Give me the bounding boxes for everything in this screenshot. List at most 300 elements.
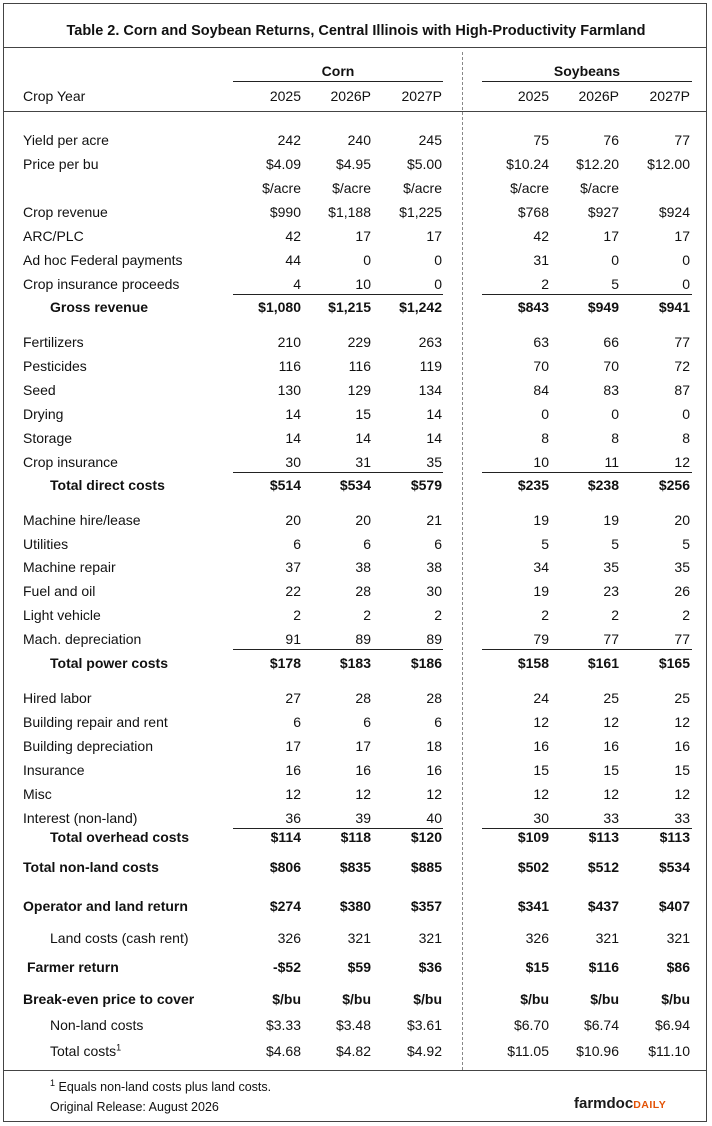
- row-label: Fuel and oil: [23, 583, 96, 599]
- cell-value: $109: [517, 829, 549, 845]
- table-row: [0, 130, 712, 150]
- cell-value: 19: [603, 512, 619, 528]
- header-year: 2026P: [578, 88, 619, 104]
- cell-value: $86: [666, 959, 690, 975]
- cell-value: $6.74: [583, 1017, 619, 1033]
- table-row: [0, 827, 712, 847]
- table-row: [0, 202, 712, 222]
- cell-value: 14: [285, 430, 301, 446]
- table-row: [0, 557, 712, 577]
- cell-value: 16: [426, 762, 442, 778]
- cell-value: 130: [277, 382, 301, 398]
- cell-value: $949: [587, 299, 619, 315]
- cell-value: 76: [603, 132, 619, 148]
- table-row: [0, 178, 712, 198]
- table-row: [0, 297, 712, 317]
- cell-value: $12.20: [576, 156, 619, 172]
- cell-value: 38: [426, 559, 442, 575]
- cell-value: 210: [277, 334, 301, 350]
- cell-value: $1,080: [258, 299, 301, 315]
- cell-value: $161: [587, 655, 619, 671]
- cell-value: 2: [541, 607, 549, 623]
- cell-value: 77: [674, 631, 690, 647]
- cell-value: 10: [533, 454, 549, 470]
- cell-value: $5.00: [406, 156, 442, 172]
- cell-value: $534: [658, 859, 690, 875]
- table-row: [0, 380, 712, 400]
- cell-value: $380: [339, 898, 371, 914]
- cell-value: 15: [533, 762, 549, 778]
- cell-value: $235: [517, 477, 549, 493]
- cell-value: 17: [285, 738, 301, 754]
- cell-value: 21: [426, 512, 442, 528]
- cell-value: $806: [269, 859, 301, 875]
- cell-value: 19: [533, 512, 549, 528]
- row-label: Fertilizers: [23, 334, 84, 350]
- table-row: [0, 957, 712, 977]
- table-row: [0, 857, 712, 877]
- cell-value: $11.05: [507, 1043, 549, 1059]
- cell-value: 8: [682, 430, 690, 446]
- cell-value: 245: [418, 132, 442, 148]
- cell-value: 25: [674, 690, 690, 706]
- cell-value: $10.96: [576, 1043, 619, 1059]
- cell-value: 70: [603, 358, 619, 374]
- table-row: [0, 928, 712, 948]
- cell-value: $/bu: [342, 991, 371, 1007]
- cell-value: 2: [541, 276, 549, 292]
- cell-value: 321: [666, 930, 690, 946]
- row-label: Utilities: [23, 536, 69, 552]
- cell-value: 87: [674, 382, 690, 398]
- row-label: Storage: [23, 430, 73, 446]
- footnote-text: Equals non-land costs plus land costs.: [55, 1080, 272, 1094]
- cell-value: $341: [517, 898, 549, 914]
- cell-value: 89: [426, 631, 442, 647]
- cell-value: $274: [269, 898, 301, 914]
- cell-value: $/bu: [661, 991, 690, 1007]
- cell-value: 16: [533, 738, 549, 754]
- cell-value: 12: [426, 786, 442, 802]
- row-label: Total costs: [50, 1043, 117, 1059]
- row-label: Hired labor: [23, 690, 92, 706]
- cell-value: $835: [339, 859, 371, 875]
- cell-value: 5: [682, 536, 690, 552]
- footnote-ref: 1: [116, 1042, 122, 1053]
- cell-value: 2: [682, 607, 690, 623]
- cell-value: 35: [674, 559, 690, 575]
- row-label: Operator and land return: [23, 898, 188, 914]
- cell-value: 24: [533, 690, 549, 706]
- cell-value: 6: [363, 714, 371, 730]
- cell-value: 0: [541, 406, 549, 422]
- cell-value: 40: [426, 810, 442, 826]
- header-year: 2025: [517, 88, 549, 104]
- cell-value: 38: [355, 559, 371, 575]
- cell-value: 6: [434, 714, 442, 730]
- cell-value: 35: [603, 559, 619, 575]
- cell-value: 91: [285, 631, 301, 647]
- cell-value: 0: [434, 276, 442, 292]
- table-row: [0, 989, 712, 1009]
- cell-value: $165: [658, 655, 690, 671]
- cell-value: $6.70: [513, 1017, 549, 1033]
- row-label: Non-land costs: [50, 1017, 144, 1033]
- row-label: Crop insurance: [23, 454, 118, 470]
- cell-value: 229: [347, 334, 371, 350]
- cell-value: 263: [418, 334, 442, 350]
- cell-value: $183: [339, 655, 371, 671]
- subtotal-rule: [482, 294, 692, 295]
- table-row: [0, 808, 712, 828]
- cell-value: 5: [541, 536, 549, 552]
- subtotal-rule: [233, 649, 443, 650]
- cell-value: 12: [674, 714, 690, 730]
- cell-value: $4.09: [265, 156, 301, 172]
- cell-value: 42: [285, 228, 301, 244]
- cell-value: $11.10: [648, 1043, 690, 1059]
- cell-value: 2: [434, 607, 442, 623]
- cell-value: $238: [587, 477, 619, 493]
- cell-value: 20: [674, 512, 690, 528]
- cell-value: 27: [285, 690, 301, 706]
- cell-value: $502: [517, 859, 549, 875]
- table-row: [0, 475, 712, 495]
- table-row: [0, 736, 712, 756]
- table-row: [0, 428, 712, 448]
- row-label: Gross revenue: [50, 299, 149, 315]
- cell-value: $6.94: [654, 1017, 690, 1033]
- cell-value: $3.48: [335, 1017, 371, 1033]
- table-row: [0, 1041, 712, 1061]
- cell-value: $4.92: [406, 1043, 442, 1059]
- cell-value: 28: [355, 690, 371, 706]
- farmdoc-daily-logo: [574, 1096, 666, 1113]
- cell-value: 6: [363, 536, 371, 552]
- table-row: [0, 760, 712, 780]
- cell-value: $/acre: [262, 180, 301, 196]
- row-label: Land costs (cash rent): [50, 930, 189, 946]
- cell-value: 70: [533, 358, 549, 374]
- header-year: 2027P: [649, 88, 690, 104]
- cell-value: $512: [587, 859, 619, 875]
- cell-value: 35: [426, 454, 442, 470]
- cell-value: 72: [674, 358, 690, 374]
- footer-rule: [4, 1070, 706, 1071]
- cell-value: 83: [603, 382, 619, 398]
- cell-value: $1,215: [328, 299, 371, 315]
- cell-value: 14: [355, 430, 371, 446]
- subtotal-rule: [482, 649, 692, 650]
- cell-value: 6: [293, 714, 301, 730]
- row-label: Break-even price to cover: [23, 991, 195, 1007]
- cell-value: 321: [418, 930, 442, 946]
- cell-value: $924: [658, 204, 690, 220]
- cell-value: 66: [603, 334, 619, 350]
- subtotal-rule: [233, 472, 443, 473]
- subtotal-rule: [233, 294, 443, 295]
- row-label: ARC/PLC: [23, 228, 84, 244]
- release-note: Original Release: August 2026: [50, 1100, 219, 1114]
- cell-value: 37: [285, 559, 301, 575]
- cell-value: 31: [533, 252, 549, 268]
- row-label: Mach. depreciation: [23, 631, 142, 647]
- cell-value: $/acre: [332, 180, 371, 196]
- table-row: [0, 452, 712, 472]
- table-row: [0, 629, 712, 649]
- cell-value: $114: [270, 829, 301, 845]
- cell-value: 17: [426, 228, 442, 244]
- header-year: 2025: [269, 88, 301, 104]
- row-label: Interest (non-land): [23, 810, 138, 826]
- cell-value: 8: [541, 430, 549, 446]
- cell-value: -$52: [272, 959, 301, 975]
- cell-value: 39: [355, 810, 371, 826]
- cell-value: 44: [285, 252, 301, 268]
- cell-value: $3.61: [406, 1017, 442, 1033]
- cell-value: 119: [419, 358, 442, 374]
- cell-value: 15: [603, 762, 619, 778]
- row-label: Total power costs: [50, 655, 168, 671]
- cell-value: $927: [587, 204, 619, 220]
- cell-value: $990: [269, 204, 301, 220]
- cell-value: 129: [347, 382, 371, 398]
- cell-value: 14: [426, 430, 442, 446]
- cell-value: 77: [674, 132, 690, 148]
- cell-value: 34: [533, 559, 549, 575]
- cell-value: 30: [285, 454, 301, 470]
- cell-value: 16: [285, 762, 301, 778]
- row-label: Seed: [23, 382, 56, 398]
- row-label: Crop revenue: [23, 204, 108, 220]
- cell-value: $768: [517, 204, 549, 220]
- row-label-wrap: [50, 1041, 121, 1061]
- cell-value: $113: [588, 829, 619, 845]
- cell-value: 19: [533, 583, 549, 599]
- row-label: Pesticides: [23, 358, 87, 374]
- cell-value: 33: [674, 810, 690, 826]
- cell-value: $120: [410, 829, 442, 845]
- table-row: [0, 534, 712, 554]
- row-label: Ad hoc Federal payments: [23, 252, 183, 268]
- header-year: 2026P: [330, 88, 371, 104]
- cell-value: $36: [418, 959, 442, 975]
- cell-value: 77: [603, 631, 619, 647]
- cell-value: 14: [426, 406, 442, 422]
- row-label: Total direct costs: [50, 477, 165, 493]
- row-label: Insurance: [23, 762, 85, 778]
- cell-value: 28: [426, 690, 442, 706]
- cell-value: $/bu: [590, 991, 619, 1007]
- cell-value: $10.24: [506, 156, 549, 172]
- cell-value: 326: [277, 930, 301, 946]
- cell-value: 10: [355, 276, 371, 292]
- cell-value: $256: [658, 477, 690, 493]
- cell-value: 0: [682, 252, 690, 268]
- cell-value: $1,188: [328, 204, 371, 220]
- group-soybeans: Soybeans: [553, 63, 621, 79]
- row-label: Machine repair: [23, 559, 116, 575]
- table-row: [0, 784, 712, 804]
- cell-value: 26: [674, 583, 690, 599]
- table-row: [0, 356, 712, 376]
- cell-value: 0: [363, 252, 371, 268]
- cell-value: $/bu: [413, 991, 442, 1007]
- cell-value: 12: [674, 454, 690, 470]
- cell-value: 240: [347, 132, 371, 148]
- cell-value: 89: [355, 631, 371, 647]
- cell-value: 5: [611, 276, 619, 292]
- cell-value: $941: [658, 299, 690, 315]
- cell-value: $843: [517, 299, 549, 315]
- cell-value: 20: [355, 512, 371, 528]
- cell-value: $1,225: [399, 204, 442, 220]
- cell-value: 42: [533, 228, 549, 244]
- cell-value: 134: [418, 382, 442, 398]
- cell-value: $579: [410, 477, 442, 493]
- table-row: [0, 332, 712, 352]
- cell-value: 33: [603, 810, 619, 826]
- cell-value: $15: [525, 959, 549, 975]
- cell-value: $514: [269, 477, 301, 493]
- table-row: [0, 581, 712, 601]
- cell-value: $4.95: [335, 156, 371, 172]
- cell-value: 28: [355, 583, 371, 599]
- cell-value: 0: [682, 406, 690, 422]
- cell-value: 30: [533, 810, 549, 826]
- row-label: Total overhead costs: [50, 829, 190, 845]
- cell-value: 0: [434, 252, 442, 268]
- cell-value: 17: [355, 228, 371, 244]
- subtotal-rule: [482, 472, 692, 473]
- cell-value: 25: [603, 690, 619, 706]
- cell-value: 17: [603, 228, 619, 244]
- cell-value: $118: [340, 829, 371, 845]
- cell-value: 5: [611, 536, 619, 552]
- cell-value: 6: [293, 536, 301, 552]
- row-label: Machine hire/lease: [23, 512, 141, 528]
- cell-value: $357: [410, 898, 442, 914]
- cell-value: 77: [674, 334, 690, 350]
- cell-value: 321: [347, 930, 371, 946]
- cell-value: $/acre: [580, 180, 619, 196]
- row-label: Crop insurance proceeds: [23, 276, 180, 292]
- cell-value: 63: [533, 334, 549, 350]
- cell-value: 6: [434, 536, 442, 552]
- table-row: [0, 605, 712, 625]
- cell-value: 2: [611, 607, 619, 623]
- row-label: Drying: [23, 406, 64, 422]
- cell-value: $/acre: [510, 180, 549, 196]
- group-corn: Corn: [321, 63, 355, 79]
- cell-value: 17: [674, 228, 690, 244]
- cell-value: 75: [533, 132, 549, 148]
- table-row: [0, 274, 712, 294]
- cell-value: 12: [355, 786, 371, 802]
- cell-value: 79: [533, 631, 549, 647]
- table-row: [0, 250, 712, 270]
- cell-value: 23: [603, 583, 619, 599]
- cell-value: 31: [355, 454, 371, 470]
- cell-value: 116: [348, 358, 371, 374]
- cell-value: 2: [293, 607, 301, 623]
- cell-value: $/acre: [403, 180, 442, 196]
- cell-value: $4.68: [265, 1043, 301, 1059]
- cell-value: $116: [588, 959, 619, 975]
- row-label: Building repair and rent: [23, 714, 168, 730]
- cell-value: $59: [347, 959, 371, 975]
- cell-value: $186: [410, 655, 442, 671]
- row-label: Building depreciation: [23, 738, 153, 754]
- header-year: 2027P: [401, 88, 442, 104]
- cell-value: $1,242: [399, 299, 442, 315]
- table-row: [0, 1015, 712, 1035]
- row-label: Farmer return: [27, 959, 119, 975]
- cell-value: 18: [426, 738, 442, 754]
- cell-value: 4: [293, 276, 301, 292]
- cell-value: 0: [682, 276, 690, 292]
- row-label: Misc: [23, 786, 52, 802]
- cell-value: 321: [595, 930, 619, 946]
- cell-value: $3.33: [265, 1017, 301, 1033]
- cell-value: 16: [674, 738, 690, 754]
- cell-value: 12: [674, 786, 690, 802]
- row-label: Light vehicle: [23, 607, 101, 623]
- cell-value: 36: [285, 810, 301, 826]
- cell-value: $/bu: [520, 991, 549, 1007]
- cell-value: $/bu: [272, 991, 301, 1007]
- cell-value: 15: [674, 762, 690, 778]
- cell-value: 11: [604, 454, 619, 470]
- cell-value: 16: [355, 762, 371, 778]
- row-label: Price per bu: [23, 156, 99, 172]
- table-row: [0, 688, 712, 708]
- cell-value: 16: [603, 738, 619, 754]
- cell-value: 12: [533, 714, 549, 730]
- footnote: [50, 1077, 272, 1094]
- table-title: Table 2. Corn and Soybean Returns, Central Illinois with High-Productivity Farmland: [66, 23, 646, 39]
- footnote-marker: 1: [50, 1077, 56, 1088]
- cell-value: 14: [285, 406, 301, 422]
- table-row: [0, 712, 712, 732]
- cell-value: $4.82: [335, 1043, 371, 1059]
- cell-value: 12: [285, 786, 301, 802]
- row-label: Yield per acre: [23, 132, 109, 148]
- table-row: [0, 226, 712, 246]
- cell-value: 84: [533, 382, 549, 398]
- logo-daily: DAILY: [633, 1099, 667, 1111]
- cell-value: 2: [363, 607, 371, 623]
- cell-value: 0: [611, 406, 619, 422]
- table-row: [0, 896, 712, 916]
- cell-value: 15: [355, 406, 371, 422]
- cell-value: $178: [269, 655, 301, 671]
- table-row: [0, 154, 712, 174]
- cell-value: 242: [277, 132, 301, 148]
- cell-value: $437: [587, 898, 619, 914]
- logo-farmdoc: farmdoc: [574, 1095, 634, 1112]
- cell-value: $407: [658, 898, 690, 914]
- header-label: Crop Year: [23, 88, 86, 104]
- table-row: [0, 653, 712, 673]
- cell-value: 20: [285, 512, 301, 528]
- cell-value: 326: [525, 930, 549, 946]
- cell-value: $885: [410, 859, 442, 875]
- cell-value: 12: [603, 786, 619, 802]
- cell-value: 22: [285, 583, 301, 599]
- cell-value: 0: [611, 252, 619, 268]
- cell-value: 12: [533, 786, 549, 802]
